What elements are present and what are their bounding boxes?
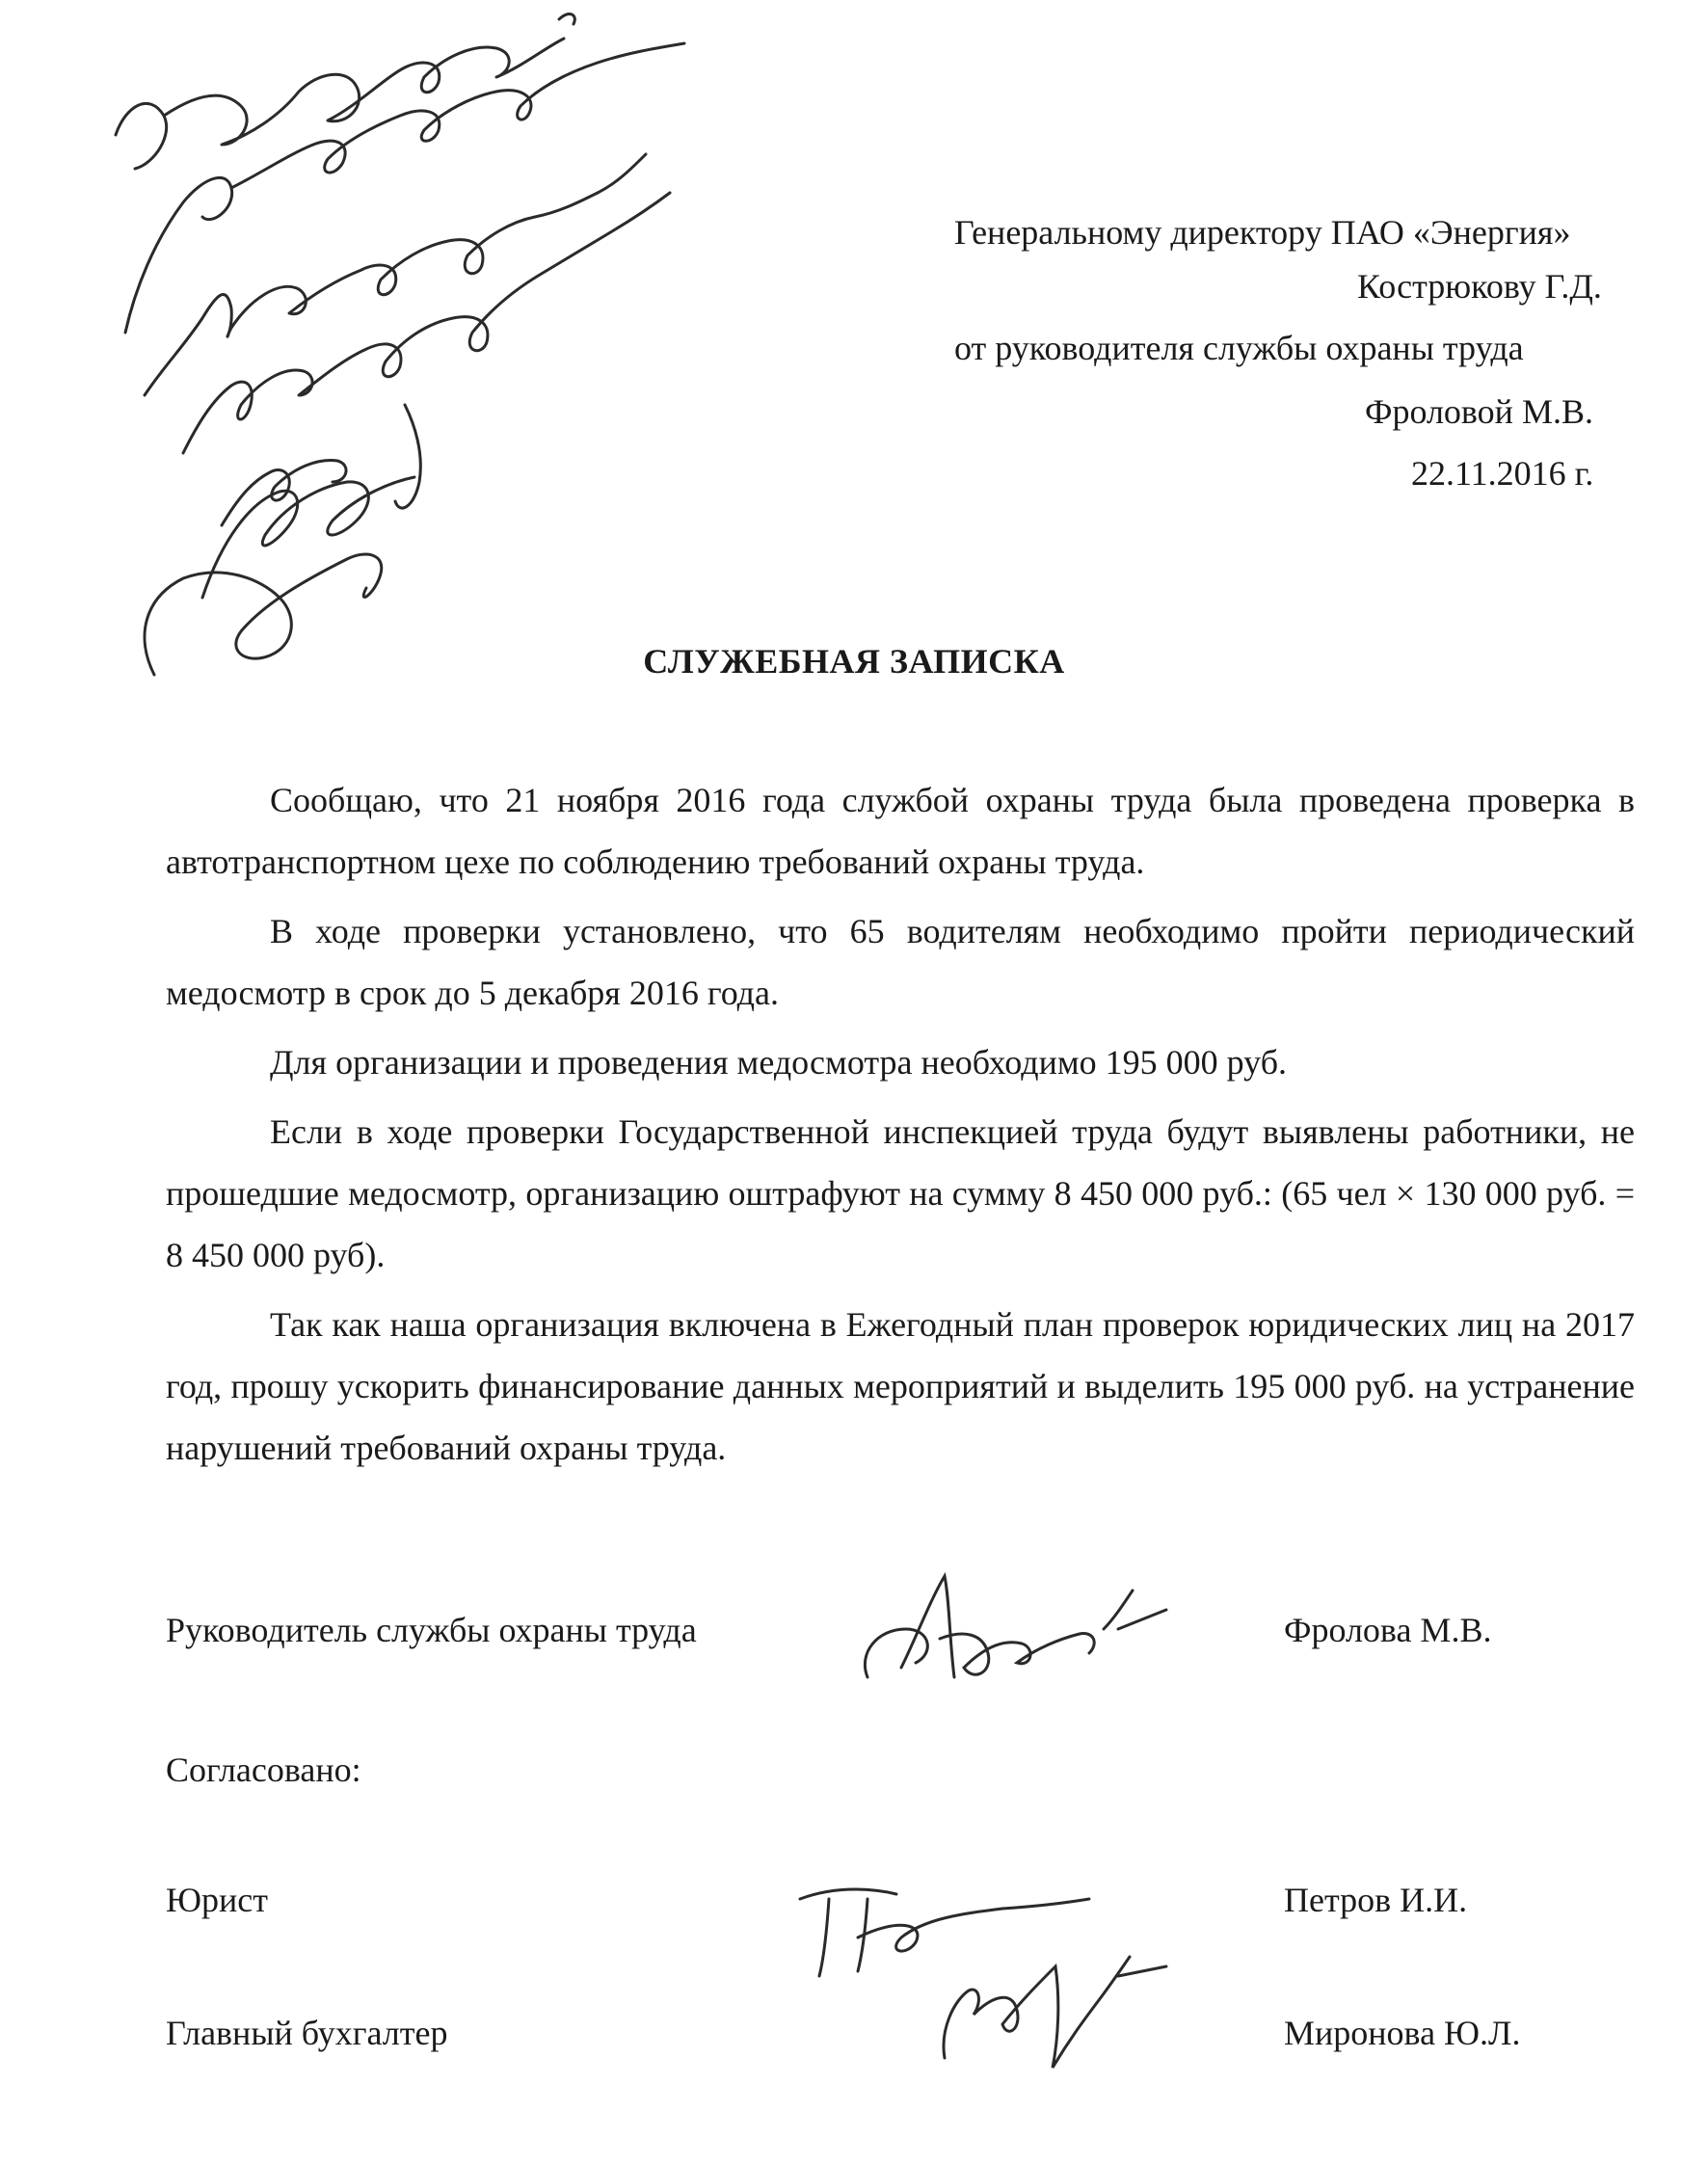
document-title: СЛУЖЕБНАЯ ЗАПИСКА bbox=[643, 642, 1065, 681]
addressee-from-line: от руководителя службы охраны труда bbox=[954, 329, 1524, 367]
author-role: Руководитель службы охраны труда bbox=[166, 1611, 697, 1649]
body-paragraph-3: Для организации и проведения медосмотра необходимо 195 000 руб. bbox=[270, 1043, 1288, 1082]
author-name: Фролова М.В. bbox=[1284, 1611, 1492, 1649]
body-paragraph-1: Сообщаю, что 21 ноября 2016 года службой охраны труда была проведена проверка в автотранспортном цехе по соблюдению требований охраны труда. bbox=[166, 781, 1635, 881]
accountant-role: Главный бухгалтер bbox=[166, 2014, 448, 2052]
agreed-label: Согласовано: bbox=[166, 1751, 361, 1789]
body-paragraph-5: Так как наша организация включена в Ежегодный план проверок юридических лиц на 2017 год, прошу ускорить финансирование данных мероприятий и выделить 195 000 руб. на устранение нарушений требований охраны труда. bbox=[166, 1305, 1635, 1467]
lawyer-name: Петров И.И. bbox=[1284, 1881, 1468, 1919]
addressee-to-line: Генеральному директору ПАО «Энергия» bbox=[954, 213, 1571, 252]
addressee-from-name: Фроловой М.В. bbox=[1365, 392, 1593, 431]
lawyer-role: Юрист bbox=[166, 1881, 268, 1919]
accountant-name: Миронова Ю.Л. bbox=[1284, 2014, 1521, 2052]
agreed-row bbox=[166, 1750, 1544, 1807]
document-date: 22.11.2016 г. bbox=[1411, 454, 1594, 493]
accountant-signature-row bbox=[166, 2013, 1544, 2071]
body-paragraph-4: Если в ходе проверки Государственной инспекцией труда будут выявлены работники, не прошедшие медосмотр, организацию оштрафуют на сумму 8 450 000 руб.: (65 чел × 130 000 руб. = 8 450 000 руб). bbox=[166, 1112, 1635, 1274]
accountant-signature-icon bbox=[925, 1942, 1176, 2087]
addressee-to-name: Кострюкову Г.Д. bbox=[1357, 267, 1602, 306]
memo-body bbox=[166, 769, 1635, 1479]
author-signature-icon bbox=[848, 1562, 1176, 1706]
handwritten-resolution bbox=[58, 0, 790, 694]
body-paragraph-2: В ходе проверки установлено, что 65 водителям необходимо пройти периодический медосмотр в срок до 5 декабря 2016 года. bbox=[166, 912, 1635, 1012]
